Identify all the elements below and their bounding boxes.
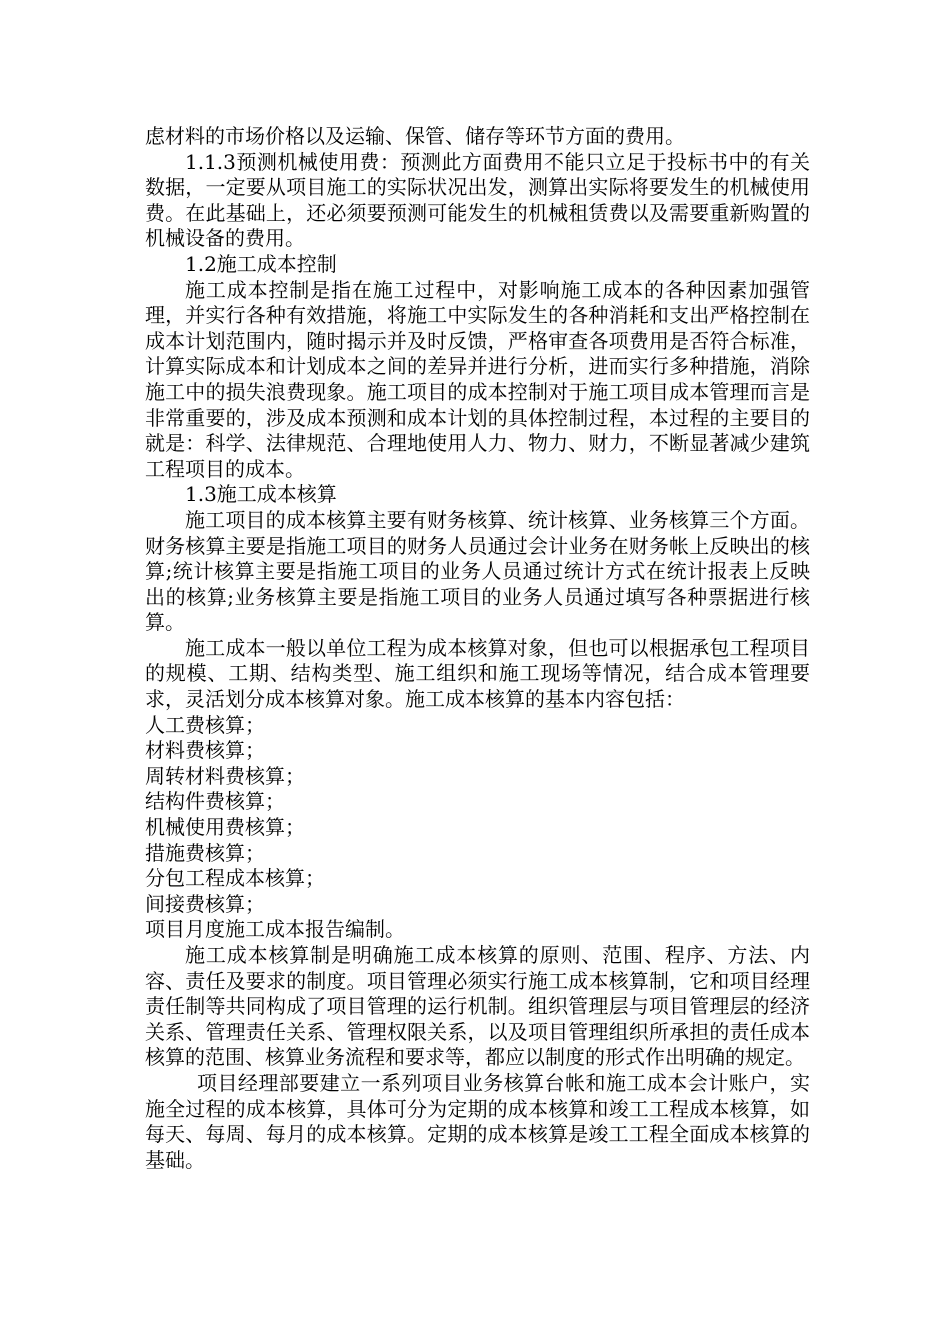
paragraph-project-department: 项目经理部要建立一系列项目业务核算台帐和施工成本会计账户，实施全过程的成本核算，具体可分为定期的成本核算和竣工工程成本核算，如每天、每周、每月的成本核算。定期的成本核算是竣工工程全面成本核算的基础。 <box>145 1070 810 1172</box>
paragraph-accounting-system: 施工成本核算制是明确施工成本核算的原则、范围、程序、方法、内容、责任及要求的制度。项目管理必须实行施工成本核算制，它和项目经理责任制等共同构成了项目管理的运行机制。组织管理层与项目管理层的经济关系、管理责任关系、管理权限关系，以及项目管理组织所承担的责任成本核算的范围、核算业务流程和要求等，都应以制度的形式作出明确的规定。 <box>145 943 810 1070</box>
list-item-structural-component-cost: 结构件费核算； <box>145 789 285 814</box>
list-item-turnover-material-cost: 周转材料费核算； <box>145 763 305 788</box>
list-item-material-cost: 材料费核算； <box>145 738 265 763</box>
section-heading-cost-control: 1.2施工成本控制 <box>185 251 337 276</box>
paragraph-cost-control: 施工成本控制是指在施工过程中，对影响施工成本的各种因素加强管理，并实行各种有效措施，将施工中实际发生的各种消耗和支出严格控制在成本计划范围内，随时揭示并及时反馈，严格审查各项费用是否符合标准，计算实际成本和计划成本之间的差异并进行分析，进而实行多种措施，消除施工中的损失浪费现象。施工项目的成本控制对于施工项目成本管理而言是非常重要的，涉及成本预测和成本计划的具体控制过程，本过程的主要目的就是：科学、法律规范、合理地使用人力、物力、财力，不断显著减少建筑工程项目的成本。 <box>145 277 810 481</box>
paragraph-accounting-objects: 施工成本一般以单位工程为成本核算对象，但也可以根据承包工程项目的规模、工期、结构类型、施工组织和施工现场等情况，结合成本管理要求，灵活划分成本核算对象。施工成本核算的基本内容包括： <box>145 635 810 712</box>
list-item-indirect-cost: 间接费核算； <box>145 891 265 916</box>
list-item-machinery-cost: 机械使用费核算； <box>145 815 305 840</box>
paragraph-continuation: 虑材料的市场价格以及运输、保管、储存等环节方面的费用。 <box>145 124 685 148</box>
list-item-measure-cost: 措施费核算； <box>145 840 265 865</box>
section-heading-cost-accounting: 1.3施工成本核算 <box>185 482 337 507</box>
list-item-subcontract-cost: 分包工程成本核算； <box>145 866 325 891</box>
document-body <box>145 124 810 1173</box>
paragraph-accounting-types: 施工项目的成本核算主要有财务核算、统计核算、业务核算三个方面。财务核算主要是指施工项目的财务人员通过会计业务在财务帐上反映出的核算;统计核算主要是指施工项目的业务人员通过统计方式在统计报表上反映出的核算;业务核算主要是指施工项目的业务人员通过填写各种票据进行核算。 <box>145 507 810 635</box>
list-item-monthly-report: 项目月度施工成本报告编制。 <box>145 917 405 942</box>
paragraph-machinery-cost-forecast: 1.1.3预测机械使用费：预测此方面费用不能只立足于投标书中的有关数据，一定要从项目施工的实际状况出发，测算出实际将要发生的机械使用费。在此基础上，还必须要预测可能发生的机械租赁费以及需要重新购置的机械设备的费用。 <box>145 149 810 251</box>
list-item-labor-cost: 人工费核算； <box>145 712 265 737</box>
